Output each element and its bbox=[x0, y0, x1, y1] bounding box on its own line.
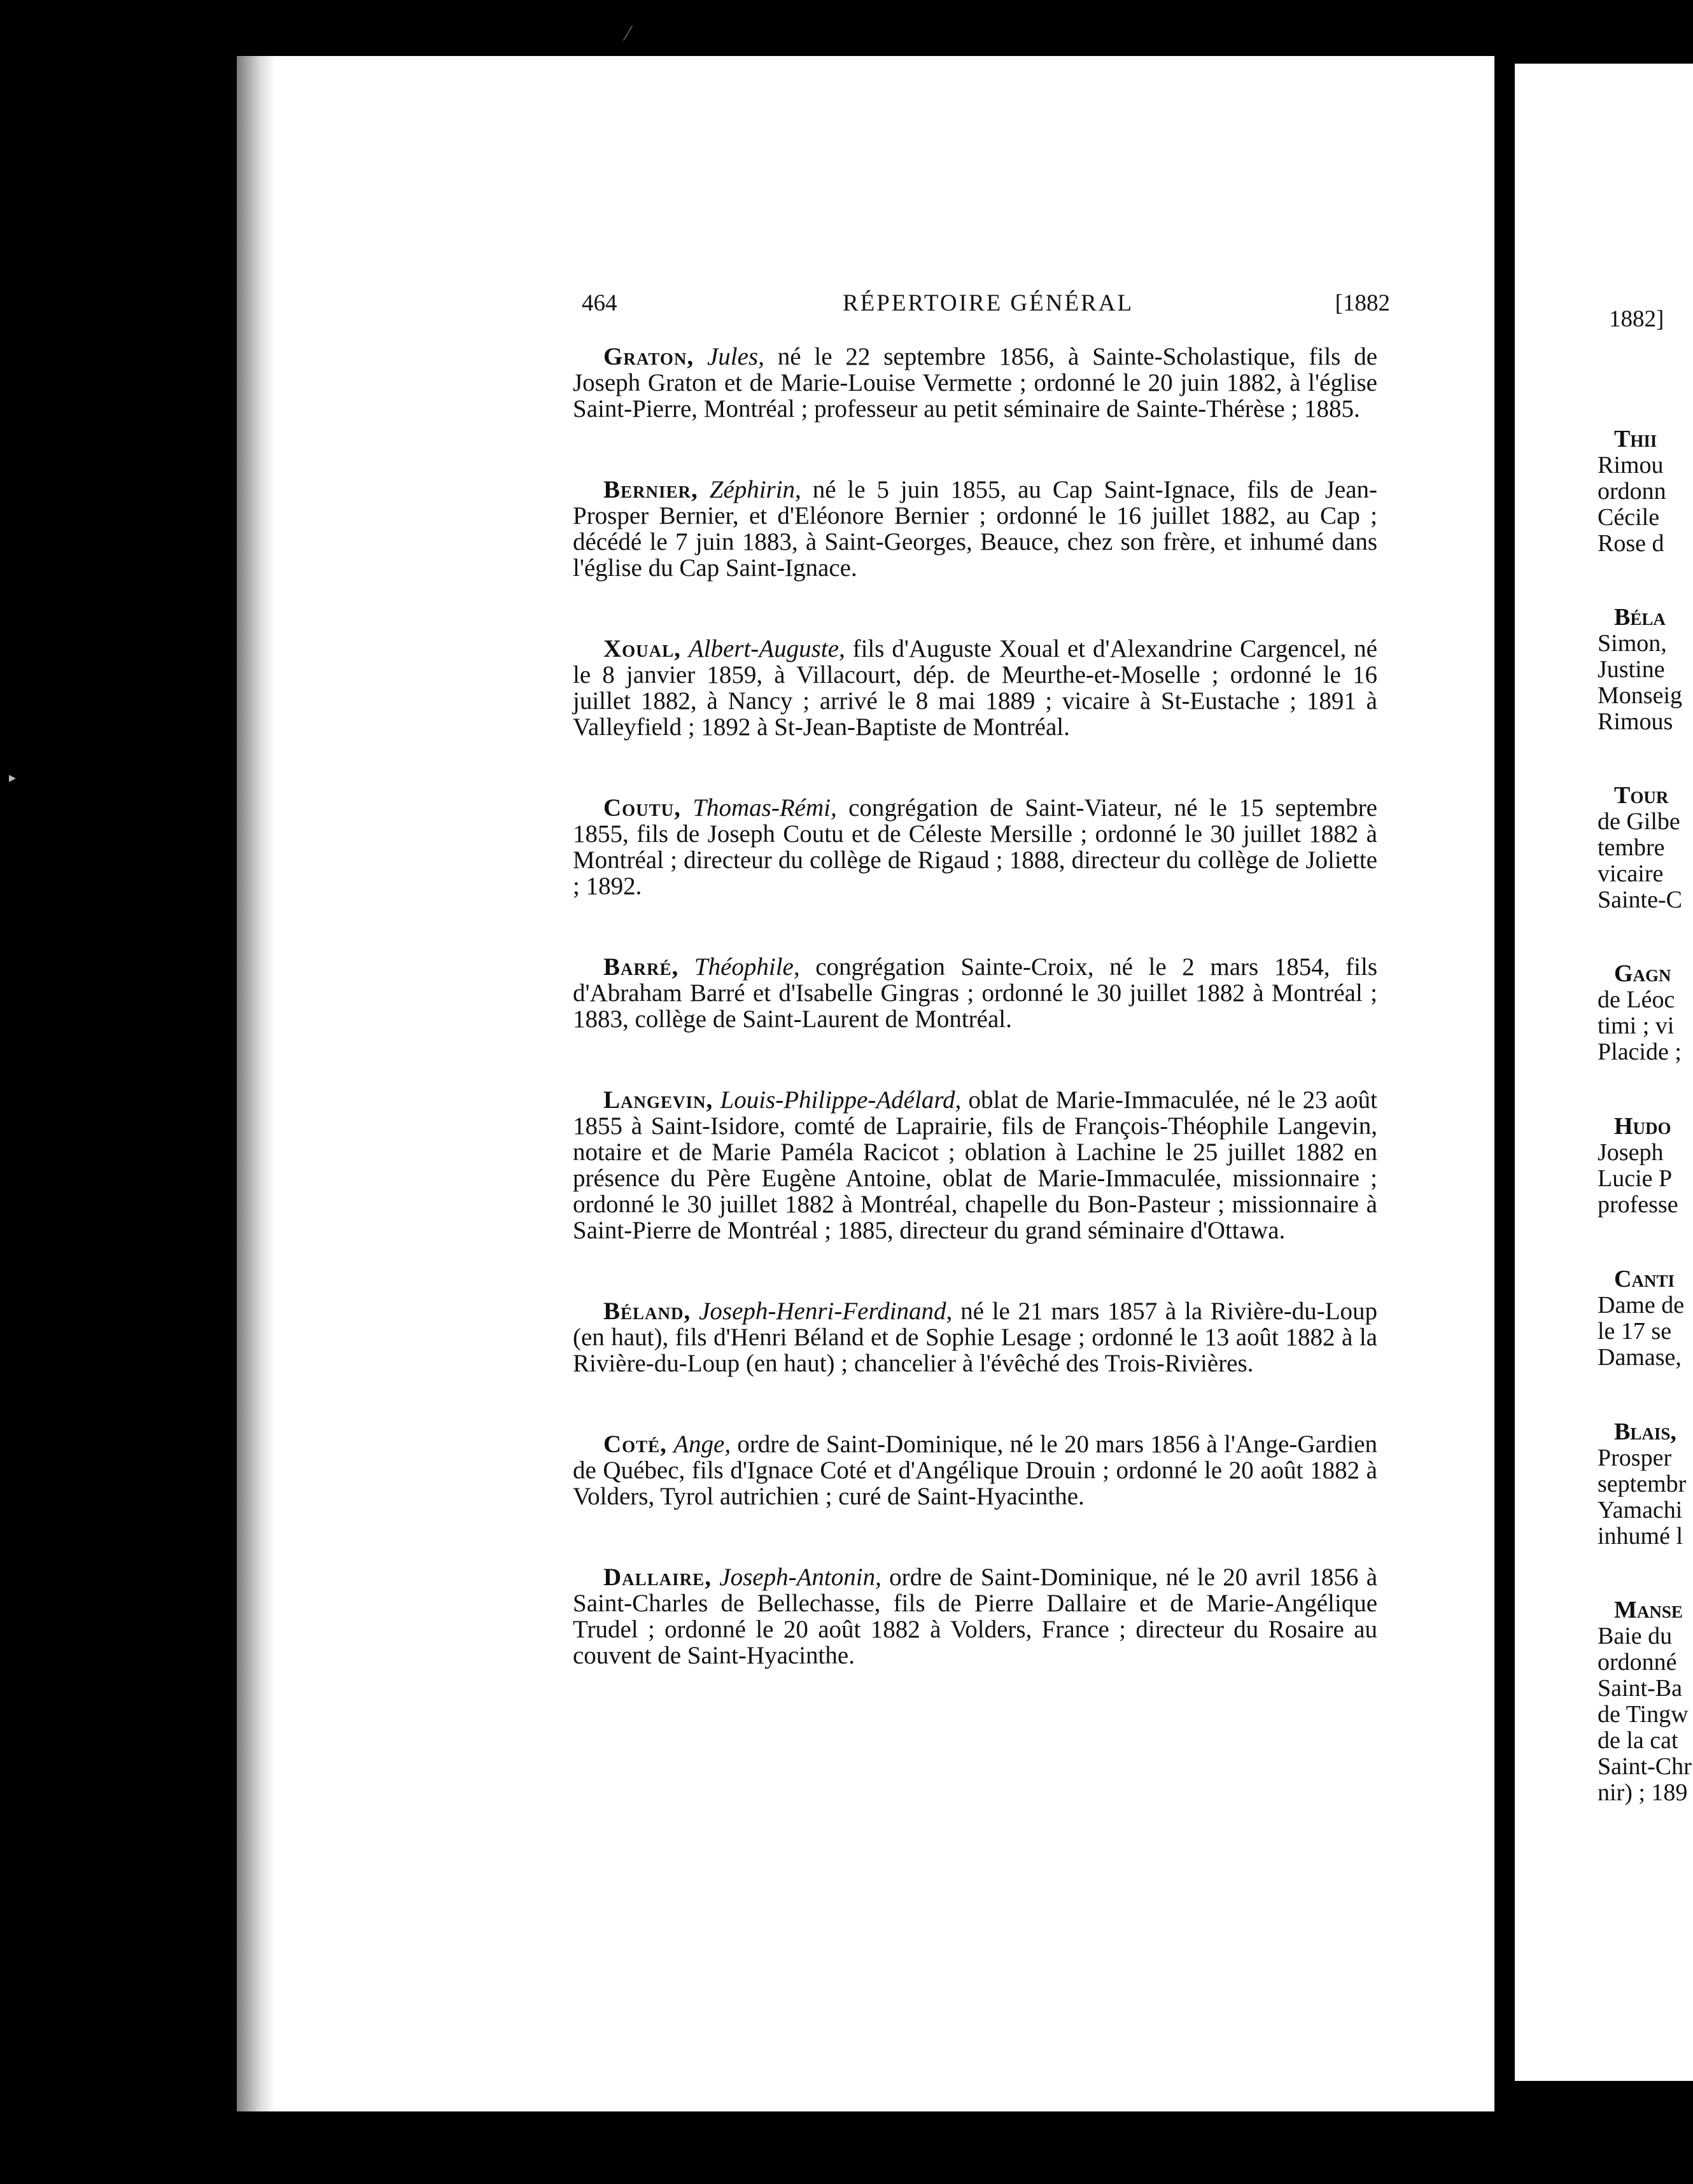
entry-surname: Langevin, bbox=[603, 1086, 713, 1114]
right-page-line: Hudo bbox=[1614, 1113, 1671, 1140]
right-page-line: Rimous bbox=[1598, 708, 1673, 735]
entry-given-names: Théophile, bbox=[694, 953, 800, 981]
right-page-line: Joseph bbox=[1598, 1139, 1664, 1166]
entry-text: né le 22 septembre 1856, à Sainte-Scholastique, fils de Joseph Graton et de Marie-Louise Vermette ; ordonné le 20 juin 1882, à l'église Saint-Pierre, Montréal ; professeur au petit séminaire de Sainte-Thérèse ; 1885. bbox=[573, 343, 1378, 423]
right-page-line: Béla bbox=[1614, 604, 1666, 631]
right-page-line: professe bbox=[1598, 1191, 1678, 1218]
right-page-line: septembr bbox=[1598, 1471, 1687, 1497]
entry-text: ordre de Saint-Dominique, né le 20 mars 1856 à l'Ange-Gardien de Québec, fils d'Ignace Coté et d'Angélique Drouin ; ordonné le 20 août 1882 à Volders, Tyrol autrichien ; curé de Saint-Hyacinthe. bbox=[573, 1431, 1377, 1510]
right-page-line: tembre bbox=[1598, 834, 1665, 861]
entry bbox=[573, 1564, 1377, 1669]
right-page-line: Saint-Chr bbox=[1598, 1753, 1692, 1780]
running-year: [1882 bbox=[1335, 290, 1390, 316]
right-page-line: Dame de bbox=[1598, 1292, 1685, 1319]
entry-surname: Barré, bbox=[603, 953, 679, 981]
entry-given-names: Joseph-Henri-Ferdinand, bbox=[699, 1298, 953, 1325]
right-page-line: de la cat bbox=[1598, 1727, 1678, 1754]
entry-surname: Dallaire, bbox=[603, 1564, 712, 1591]
entry bbox=[573, 1087, 1377, 1243]
page-number: 464 bbox=[582, 290, 617, 316]
entry-text: oblat de Marie-Immaculée, né le 23 août 1855 à Saint-Isidore, comté de Laprairie, fils de François-Théophile Langevin, notaire et de Marie Paméla Racicot ; oblation à Lachine le 25 juillet 1882 en présence du Père Eugène Antoine, oblat de Marie-Immaculée, missionnaire ; ordonné le 30 juillet 1882 à Montréal, chapelle du Bon-Pasteur ; missionnaire à Saint-Pierre de Montréal ; 1885, directeur du grand séminaire d'Ottawa. bbox=[573, 1086, 1378, 1244]
entry-given-names: Zéphirin, bbox=[709, 476, 801, 503]
right-page-line: ordonn bbox=[1598, 478, 1666, 505]
entry-given-names: Louis-Philippe-Adélard, bbox=[720, 1086, 962, 1114]
right-page-line: Blais, bbox=[1614, 1418, 1676, 1445]
entry-text: congrégation Sainte-Croix, né le 2 mars 1854, fils d'Abraham Barré et d'Isabelle Gingras ; ordonné le 30 juillet 1882 à Montréal ; 1883, collège de Saint-Laurent de Montréal. bbox=[573, 953, 1377, 1033]
entry bbox=[573, 477, 1377, 581]
right-page-line: timi ; vi bbox=[1598, 1012, 1675, 1039]
entry bbox=[573, 636, 1377, 740]
right-page-line: de Léoc bbox=[1598, 986, 1675, 1013]
right-page-line: Cécile bbox=[1598, 504, 1660, 531]
right-page-header: 1882] bbox=[1609, 306, 1664, 332]
right-page-line: nir) ; 189 bbox=[1598, 1779, 1688, 1806]
right-page-line: Rimou bbox=[1598, 452, 1664, 479]
entry-text: fils d'Auguste Xoual et d'Alexandrine Cargencel, né le 8 janvier 1859, à Villacourt, dép. de Meurthe-et-Moselle ; ordonné le 16 juillet 1882, à Nancy ; arrivé le 8 mai 1889 ; vicaire à St-Eustache ; 1891 à Valleyfield ; 1892 à St-Jean-Baptiste de Montréal. bbox=[573, 635, 1377, 741]
entry-surname: Coutu, bbox=[603, 794, 681, 822]
entry bbox=[573, 344, 1377, 422]
right-page-line: Manse bbox=[1614, 1597, 1683, 1623]
right-page-line: Prosper bbox=[1598, 1445, 1672, 1471]
margin-mark: ▸ bbox=[9, 770, 17, 786]
right-page-line: ordonné bbox=[1598, 1649, 1677, 1676]
entry-text: né le 5 juin 1855, au Cap Saint-Ignace, fils de Jean-Prosper Bernier, et d'Eléonore Bernier ; ordonné le 16 juillet 1882, au Cap ; décédé le 7 juin 1883, à Saint-Georges, Beauce, chez son frère, et inhumé dans l'église du Cap Saint-Ignace. bbox=[573, 476, 1378, 582]
right-page-line: Placide ; bbox=[1598, 1039, 1682, 1065]
margin-mark: ⁄ bbox=[626, 23, 630, 45]
entry-given-names: Albert-Auguste, bbox=[688, 635, 845, 662]
right-page-line: le 17 se bbox=[1598, 1318, 1672, 1345]
entry-given-names: Jules, bbox=[706, 343, 764, 370]
entry-surname: Bernier, bbox=[603, 476, 698, 503]
right-page-line: Lucie P bbox=[1598, 1165, 1673, 1192]
right-page-line: Gagn bbox=[1614, 960, 1671, 987]
right-page bbox=[1515, 64, 1693, 2081]
entry-surname: Coté, bbox=[603, 1431, 667, 1458]
entry bbox=[573, 1431, 1377, 1509]
entry bbox=[573, 795, 1377, 899]
right-page-line: Tour bbox=[1614, 782, 1669, 809]
running-title: RÉPERTOIRE GÉNÉRAL bbox=[843, 290, 1134, 316]
right-page-line: inhumé l bbox=[1598, 1523, 1683, 1550]
right-page-line: de Gilbe bbox=[1598, 808, 1680, 835]
right-page-line: Justine bbox=[1598, 656, 1665, 683]
right-page-line: Baie du bbox=[1598, 1623, 1673, 1649]
entry bbox=[573, 954, 1377, 1032]
right-page-line: Yamachi bbox=[1598, 1497, 1683, 1523]
right-page-line: Thii bbox=[1614, 426, 1657, 452]
biographical-entries bbox=[573, 344, 1377, 1723]
right-page-line: Saint-Ba bbox=[1598, 1675, 1682, 1702]
entry-surname: Graton, bbox=[603, 343, 694, 370]
entry-surname: Xoual, bbox=[603, 635, 681, 662]
right-page-line: Canti bbox=[1614, 1266, 1675, 1292]
entry-given-names: Thomas-Rémi, bbox=[692, 794, 837, 822]
entry-given-names: Joseph-Antonin, bbox=[719, 1564, 882, 1591]
right-page-line: Sainte-C bbox=[1598, 886, 1682, 913]
right-page-line: Monseig bbox=[1598, 682, 1682, 709]
right-page-line: vicaire bbox=[1598, 860, 1664, 887]
entry-text: ordre de Saint-Dominique, né le 20 avril 1856 à Saint-Charles de Bellechasse, fils de Pierre Dallaire et de Marie-Angélique Trudel ; ordonné le 20 août 1882 à Volders, France ; directeur du Rosaire au couvent de Saint-Hyacinthe. bbox=[573, 1564, 1378, 1669]
entry bbox=[573, 1298, 1377, 1376]
right-page-line: Simon, bbox=[1598, 630, 1667, 657]
entry-surname: Béland, bbox=[603, 1298, 691, 1325]
entry-text: né le 21 mars 1857 à la Rivière-du-Loup (en haut), fils d'Henri Béland et de Sophie Lesage ; ordonné le 13 août 1882 à la Rivière-du-Loup (en haut) ; chancelier à l'évêché des Trois-Rivières. bbox=[573, 1298, 1378, 1377]
right-page-line: de Tingw bbox=[1598, 1701, 1689, 1728]
right-page-line: Rose d bbox=[1598, 530, 1664, 557]
right-page-line: Damase, bbox=[1598, 1344, 1682, 1371]
running-head bbox=[582, 290, 1390, 328]
entry-given-names: Ange, bbox=[673, 1431, 731, 1458]
entry-text: congrégation de Saint-Viateur, né le 15 septembre 1855, fils de Joseph Coutu et de Céleste Mersille ; ordonné le 30 juillet 1882 à Montréal ; directeur du collège de Rigaud ; 1888, directeur du collège de Joliette ; 1892. bbox=[573, 794, 1377, 900]
